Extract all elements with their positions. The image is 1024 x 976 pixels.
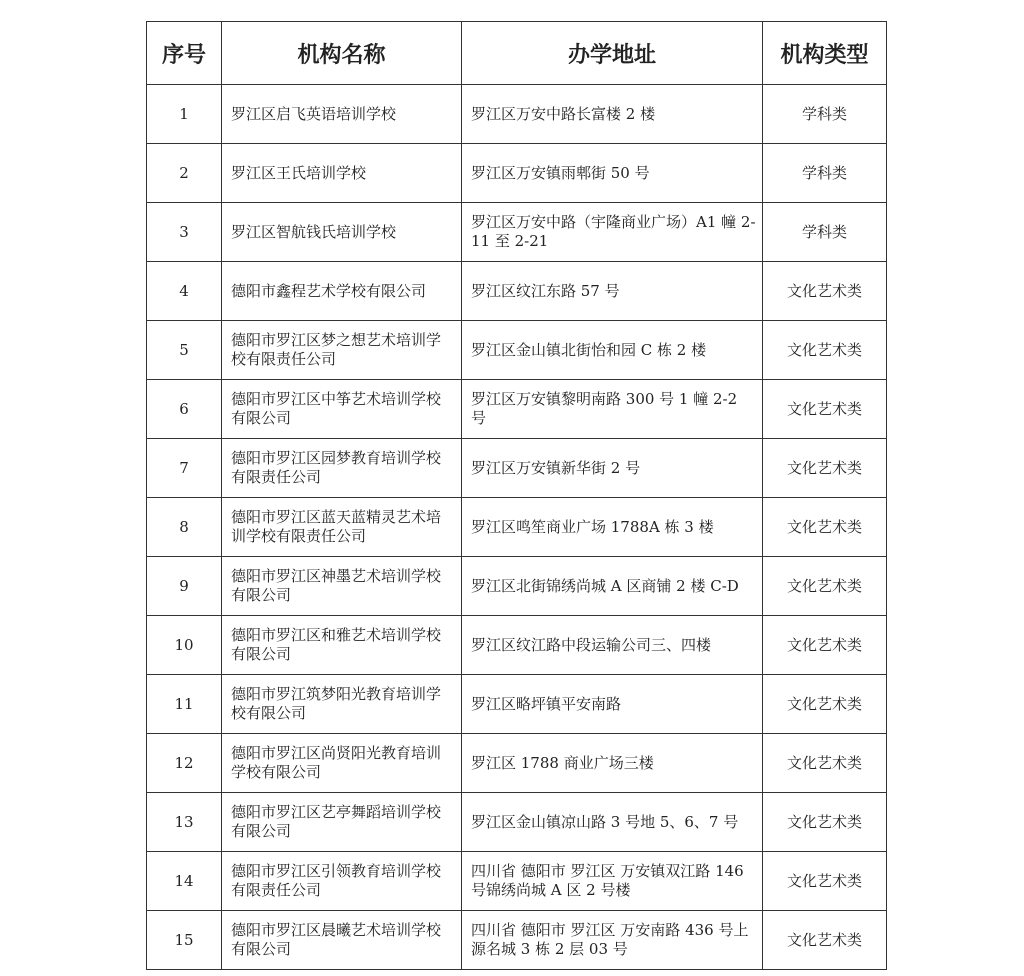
row-name [222, 203, 462, 262]
row-index: 1 [147, 85, 222, 144]
row-address [462, 557, 763, 616]
row-address [462, 203, 763, 262]
row-type: 文化艺术类 [763, 557, 887, 616]
header-row [147, 22, 887, 85]
row-address [462, 321, 763, 380]
row-index: 15 [147, 911, 222, 970]
row-index: 2 [147, 144, 222, 203]
row-index: 13 [147, 793, 222, 852]
table-row [147, 85, 887, 144]
row-address-text: 罗江区 1788 商业广场三楼 [471, 753, 654, 772]
row-name [222, 439, 462, 498]
row-type: 文化艺术类 [763, 616, 887, 675]
row-address [462, 498, 763, 557]
row-address-text: 罗江区北街锦绣尚城 A 区商铺 2 楼 C-D [471, 576, 739, 595]
row-index: 3 [147, 203, 222, 262]
row-name-text: 德阳市罗江区蓝天蓝精灵艺术培训学校有限责任公司 [231, 508, 442, 545]
row-address [462, 616, 763, 675]
row-name [222, 616, 462, 675]
row-name [222, 144, 462, 203]
row-type: 文化艺术类 [763, 321, 887, 380]
row-name-text: 德阳市罗江区中筝艺术培训学校有限公司 [231, 390, 442, 427]
row-name [222, 793, 462, 852]
row-address [462, 734, 763, 793]
row-name-text: 德阳市罗江区和雅艺术培训学校有限公司 [231, 626, 442, 663]
row-name [222, 852, 462, 911]
table-row [147, 203, 887, 262]
row-index: 11 [147, 675, 222, 734]
row-address [462, 852, 763, 911]
row-type: 文化艺术类 [763, 675, 887, 734]
row-address-text: 罗江区金山镇北街怡和园 C 栋 2 楼 [471, 340, 707, 359]
row-index: 6 [147, 380, 222, 439]
row-index: 5 [147, 321, 222, 380]
row-address-text: 罗江区略坪镇平安南路 [471, 694, 622, 713]
row-address-text: 罗江区万安中路（宇隆商业广场）A1 幢 2-11 至 2-21 [471, 213, 756, 250]
row-address-text: 四川省 德阳市 罗江区 万安镇双江路 146 号锦绣尚城 A 区 2 号楼 [471, 862, 744, 899]
table-row [147, 262, 887, 321]
table-row [147, 498, 887, 557]
table-row [147, 380, 887, 439]
table-row [147, 144, 887, 203]
table-row [147, 616, 887, 675]
row-address-text: 罗江区万安镇雨郫街 50 号 [471, 163, 650, 182]
row-name [222, 85, 462, 144]
row-address [462, 675, 763, 734]
row-name [222, 557, 462, 616]
row-type: 文化艺术类 [763, 498, 887, 557]
row-name-text: 德阳市鑫程艺术学校有限公司 [231, 281, 427, 300]
row-address [462, 911, 763, 970]
row-address [462, 439, 763, 498]
row-name-text: 罗江区王氏培训学校 [231, 163, 367, 182]
row-index: 12 [147, 734, 222, 793]
row-address-text: 罗江区万安镇新华街 2 号 [471, 458, 641, 477]
row-index: 10 [147, 616, 222, 675]
row-address-text: 罗江区万安中路长富楼 2 楼 [471, 104, 656, 123]
row-type: 文化艺术类 [763, 380, 887, 439]
row-type: 学科类 [763, 144, 887, 203]
row-index: 14 [147, 852, 222, 911]
row-address [462, 380, 763, 439]
row-address-text: 罗江区鸣笙商业广场 1788A 栋 3 楼 [471, 517, 714, 536]
table-row [147, 439, 887, 498]
row-address-text: 罗江区万安镇黎明南路 300 号 1 幢 2-2 号 [471, 390, 738, 427]
row-index: 7 [147, 439, 222, 498]
institution-table [146, 21, 887, 970]
table-row [147, 557, 887, 616]
table-row [147, 734, 887, 793]
row-name [222, 675, 462, 734]
row-type: 文化艺术类 [763, 911, 887, 970]
row-name [222, 321, 462, 380]
table-body [147, 85, 887, 970]
row-name [222, 498, 462, 557]
row-name-text: 德阳市罗江区尚贤阳光教育培训学校有限公司 [231, 744, 442, 781]
row-type: 文化艺术类 [763, 734, 887, 793]
header-type: 机构类型 [763, 22, 887, 85]
row-name-text: 德阳市罗江区神墨艺术培训学校有限公司 [231, 567, 442, 604]
row-address [462, 144, 763, 203]
row-index: 8 [147, 498, 222, 557]
row-name-text: 罗江区智航钱氏培训学校 [231, 222, 397, 241]
header-address: 办学地址 [462, 22, 763, 85]
table-row [147, 675, 887, 734]
row-type: 文化艺术类 [763, 439, 887, 498]
row-type: 文化艺术类 [763, 262, 887, 321]
row-address-text: 罗江区纹江路中段运输公司三、四楼 [471, 635, 712, 654]
table-row [147, 852, 887, 911]
row-address [462, 262, 763, 321]
header-name: 机构名称 [222, 22, 462, 85]
row-address [462, 85, 763, 144]
header-index: 序号 [147, 22, 222, 85]
row-name-text: 德阳市罗江区艺亭舞蹈培训学校有限公司 [231, 803, 442, 840]
table-row [147, 321, 887, 380]
row-address-text: 罗江区金山镇凉山路 3 号地 5、6、7 号 [471, 812, 739, 831]
table-header [147, 22, 887, 85]
row-name-text: 德阳市罗江区晨曦艺术培训学校有限公司 [231, 921, 442, 958]
row-name-text: 德阳市罗江区引领教育培训学校有限责任公司 [231, 862, 442, 899]
row-type: 学科类 [763, 85, 887, 144]
row-index: 4 [147, 262, 222, 321]
row-type: 文化艺术类 [763, 793, 887, 852]
row-name [222, 380, 462, 439]
row-type: 文化艺术类 [763, 852, 887, 911]
row-name [222, 734, 462, 793]
row-name-text: 德阳市罗江区梦之想艺术培训学校有限责任公司 [231, 331, 442, 368]
row-name-text: 罗江区启飞英语培训学校 [231, 104, 397, 123]
row-name [222, 911, 462, 970]
row-name-text: 德阳市罗江筑梦阳光教育培训学校有限公司 [231, 685, 442, 722]
table-row [147, 911, 887, 970]
row-address-text: 罗江区纹江东路 57 号 [471, 281, 620, 300]
row-address-text: 四川省 德阳市 罗江区 万安南路 436 号上源名城 3 栋 2 层 03 号 [471, 921, 749, 958]
row-address [462, 793, 763, 852]
row-type: 学科类 [763, 203, 887, 262]
row-name-text: 德阳市罗江区园梦教育培训学校有限责任公司 [231, 449, 442, 486]
row-name [222, 262, 462, 321]
row-index: 9 [147, 557, 222, 616]
table-row [147, 793, 887, 852]
